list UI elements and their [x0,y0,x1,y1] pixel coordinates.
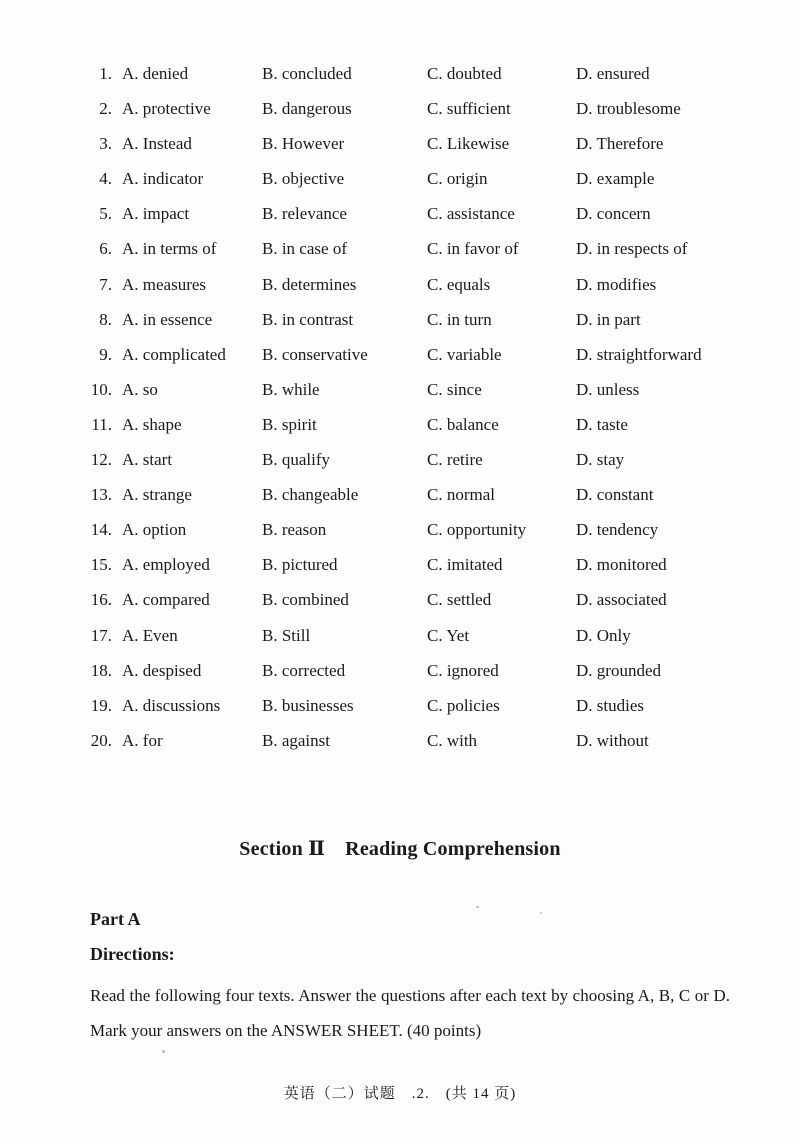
option-b: B. spirit [262,414,317,434]
option-d: D. associated [576,590,667,610]
option-c: C. origin [427,169,488,189]
question-row [0,448,800,483]
option-b: B. dangerous [262,99,352,119]
option-c: C. in turn [427,309,492,329]
option-b: B. Still [262,625,311,645]
option-c: C. with [427,730,478,750]
option-d: D. stay [576,450,625,470]
option-b: B. combined [262,590,349,610]
question-row [0,62,800,97]
scan-speck [540,912,542,914]
question-number: 17. [90,625,112,645]
option-b: B. reason [262,520,327,540]
option-b: B. determines [262,274,357,294]
option-a: A. compared [122,590,210,610]
option-d: D. taste [576,414,628,434]
question-row [0,343,800,378]
question-row [0,308,800,343]
option-a: A. protective [122,99,211,119]
option-a: A. despised [122,660,202,680]
option-d: D. example [576,169,655,189]
option-c: C. since [427,379,482,399]
question-number: 4. [99,169,112,189]
option-b: B. However [262,134,345,154]
option-a: A. impact [122,204,190,224]
question-number: 5. [99,204,112,224]
question-number: 10. [90,379,112,399]
option-c: C. ignored [427,660,499,680]
option-b: B. corrected [262,660,346,680]
option-d: D. constant [576,485,654,505]
option-a: A. for [122,730,163,750]
section-title [0,836,800,861]
option-b: B. concluded [262,64,352,83]
answer-options-list [0,62,800,764]
option-d: D. grounded [576,660,661,680]
option-a: A. option [122,520,187,540]
option-a: A. employed [122,555,210,575]
part-heading: Part A [90,909,141,929]
option-c: C. normal [427,485,495,505]
option-a: A. indicator [122,169,204,189]
option-c: C. imitated [427,555,503,575]
option-c: C. doubted [427,64,502,83]
question-number: 19. [90,695,112,715]
option-c: C. balance [427,414,499,434]
question-number: 8. [99,309,112,329]
question-row [0,237,800,272]
option-a: A. complicated [122,344,226,364]
option-c: C. policies [427,695,500,715]
option-d: D. in respects of [576,239,688,259]
question-row [0,729,800,764]
question-number: 2. [99,99,112,119]
question-row [0,483,800,518]
option-d: D. concern [576,204,651,224]
page-footer: 英语（二）试题 .2. (共 14 页) [283,1086,517,1102]
option-a: A. start [122,450,173,470]
option-a: A. denied [122,64,189,83]
option-d: D. tendency [576,520,659,540]
option-c: C. retire [427,450,483,470]
option-b: B. in contrast [262,309,354,329]
option-b: B. in case of [262,239,347,259]
option-b: B. pictured [262,555,338,575]
option-a: A. Instead [122,134,192,154]
option-d: D. studies [576,695,644,715]
option-d: D. in part [576,309,641,329]
instructions-text: Read the following four texts. Answer the questions after each text by choosing A, B, C or D. Mark your answers on the ANSWER SHEET. (40 points) [90,986,730,1040]
question-number: 14. [90,520,112,540]
question-row [0,553,800,588]
option-a: A. measures [122,274,207,294]
option-d: D. modifies [576,274,657,294]
option-b: B. businesses [262,695,354,715]
option-b: B. changeable [262,485,359,505]
question-number: 18. [90,660,112,680]
option-c: C. sufficient [427,99,511,119]
option-b: B. relevance [262,204,347,224]
option-d: D. troublesome [576,99,681,119]
question-number: 12. [90,450,112,470]
section-number: Section Ⅱ [239,838,326,860]
question-number: 9. [99,344,112,364]
option-b: B. objective [262,169,345,189]
option-c: C. Yet [427,625,470,645]
question-number: 13. [90,485,112,505]
question-row [0,202,800,237]
scan-speck [476,906,479,908]
question-number: 20. [90,730,112,750]
option-c: C. assistance [427,204,515,224]
question-row [0,97,800,132]
option-c: C. settled [427,590,492,610]
option-b: B. qualify [262,450,330,470]
directions-label: Directions: [90,944,175,964]
option-d: D. straightforward [576,344,702,364]
question-row [0,413,800,448]
option-b: B. conservative [262,344,368,364]
option-a: A. shape [122,414,182,434]
question-row [0,167,800,202]
option-d: D. ensured [576,64,650,83]
option-d: D. monitored [576,555,667,575]
scan-speck [162,1050,165,1053]
question-number: 15. [90,555,112,575]
option-a: A. in terms of [122,239,217,259]
option-b: B. against [262,730,330,750]
question-row [0,273,800,308]
question-number: 6. [99,239,112,259]
question-number: 11. [91,414,112,434]
question-row [0,518,800,553]
option-a: A. Even [122,625,178,645]
option-c: C. opportunity [427,520,527,540]
option-d: D. unless [576,379,640,399]
question-row [0,588,800,623]
option-a: A. so [122,379,158,399]
question-number: 3. [99,134,112,154]
option-d: D. Therefore [576,134,664,154]
option-a: A. in essence [122,309,213,329]
option-c: C. variable [427,344,502,364]
option-a: A. strange [122,485,192,505]
section-name: Reading Comprehension [345,838,561,860]
question-row [0,132,800,167]
option-c: C. Likewise [427,134,510,154]
question-row [0,378,800,413]
option-d: D. Only [576,625,631,645]
option-c: C. in favor of [427,239,519,259]
option-a: A. discussions [122,695,221,715]
question-number: 1. [99,64,112,83]
question-row [0,624,800,659]
question-number: 16. [90,590,112,610]
question-number: 7. [99,274,112,294]
option-c: C. equals [427,274,491,294]
question-row [0,659,800,694]
option-d: D. without [576,730,649,750]
option-b: B. while [262,379,320,399]
question-row [0,694,800,729]
